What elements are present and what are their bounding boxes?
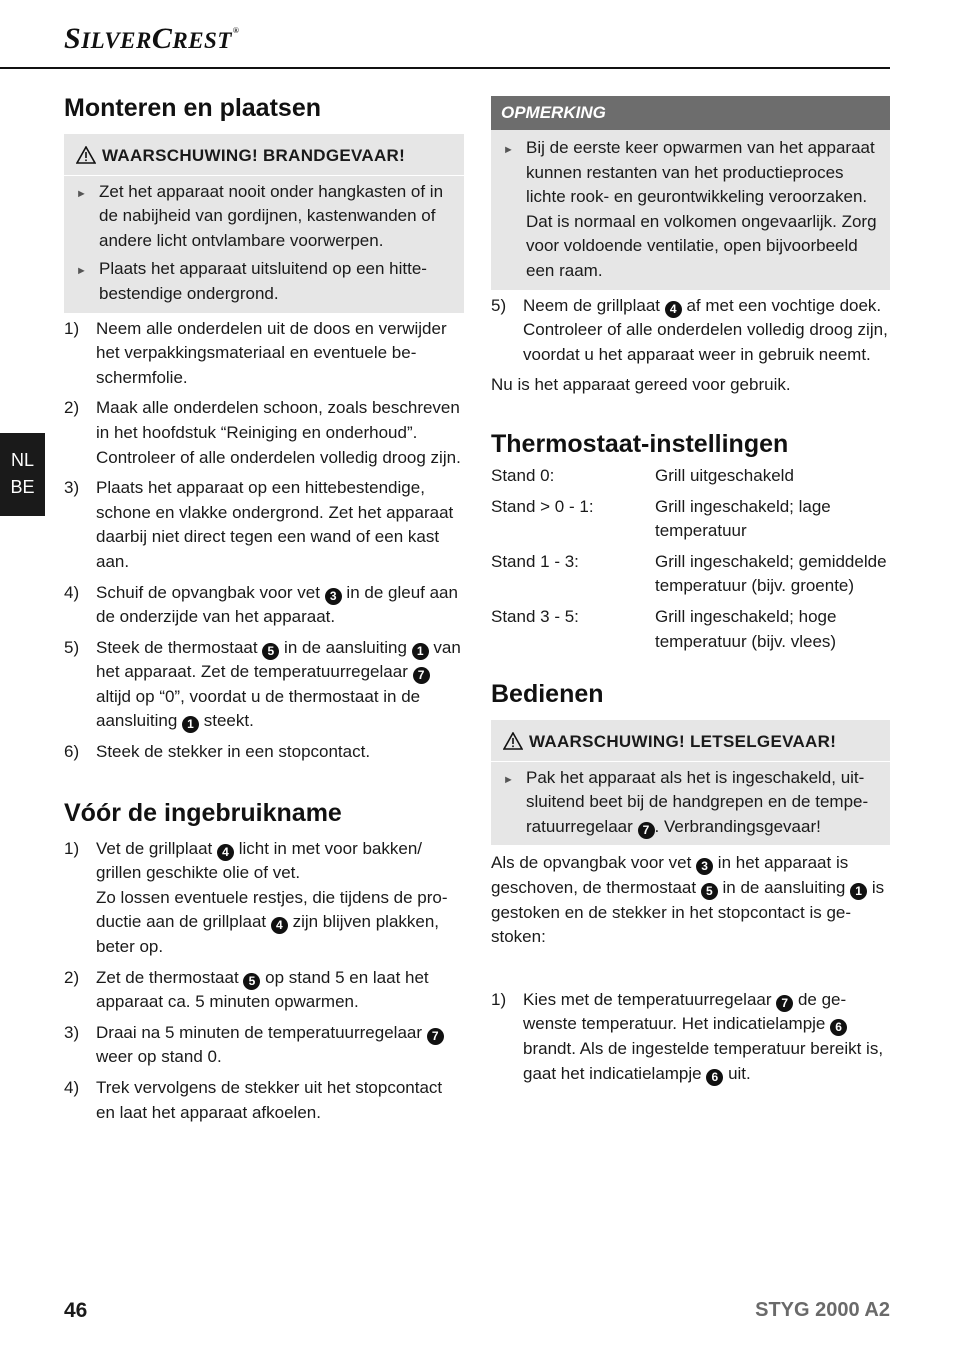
step-item xyxy=(64,1021,464,1070)
part-number-icon: 6 xyxy=(706,1069,723,1086)
model-number: STYG 2000 A2 xyxy=(755,1299,890,1321)
part-number-icon: 3 xyxy=(325,588,342,605)
step-item xyxy=(64,636,464,734)
cleaning-step xyxy=(491,294,890,368)
arrow-right-icon: ► xyxy=(503,773,514,786)
bullet-text: Zet het apparaat nooit onder hangkasten of in de nabijheid van gordijnen, kastenwanden of andere licht ontvlambare voorwerpen. xyxy=(99,181,444,250)
section-title-bedienen: Bedienen xyxy=(491,680,604,709)
part-number-icon: 7 xyxy=(427,1028,444,1045)
language-code-nl: NL xyxy=(10,450,34,470)
step-number: 4) xyxy=(64,1078,80,1097)
warning-triangle-icon xyxy=(503,732,523,750)
part-number-icon: 1 xyxy=(182,716,199,733)
part-number-icon: 7 xyxy=(413,667,430,684)
section-title-thermostaat: Thermostaat-instellingen xyxy=(491,429,789,458)
operation-intro: Als de opvangbak voor vet 3 in het apparaat is geschoven, de thermostaat 5 in de aansluiting 1 is gestoken en de stekker in het stopcontact is gestoken: xyxy=(491,853,885,947)
step-item xyxy=(491,988,890,1086)
bullet-text: Pak het apparaat als het is ingeschakeld, uitsluitend beet bij de handgrepen en de temperatuurregelaar 7 . Verbrandingsgevaar! xyxy=(526,767,869,837)
assembly-steps xyxy=(64,317,464,765)
step-number: 3) xyxy=(64,1022,80,1042)
header-rule xyxy=(0,67,890,69)
arrow-right-icon: ► xyxy=(76,187,87,200)
section-title-monteren: Monteren en plaatsen xyxy=(64,94,321,122)
step-item xyxy=(64,1076,464,1125)
part-number-icon: 4 xyxy=(217,844,234,861)
section-title-ingebruikname: Vóór de ingebruikname xyxy=(64,798,342,827)
thermostat-row xyxy=(491,495,890,544)
step-item xyxy=(491,294,890,368)
step-number: 2) xyxy=(64,398,80,418)
step-number: 1) xyxy=(491,989,507,1009)
left-column xyxy=(64,88,464,1131)
part-number-icon: 5 xyxy=(701,883,718,900)
warning-fire-bullet xyxy=(76,180,452,254)
warning-injury-box xyxy=(491,720,890,845)
part-number-icon: 4 xyxy=(665,301,682,318)
step-text: Zet de thermostaat 5 op stand 5 en laat het apparaat ca. 5 minuten opwarmen. xyxy=(96,967,429,1012)
note-bullet xyxy=(503,136,878,284)
step-number: 5) xyxy=(491,295,507,315)
step-item xyxy=(64,396,464,470)
language-code-be: BE xyxy=(10,477,35,497)
step-text: Steek de thermostaat 5 in de aansluiting 1 van het apparaat. Zet de temperatuurregelaar 7 altijd op “0”, voordat u de thermostaat in de aansluiting 1 steekt. xyxy=(96,637,461,732)
step-text: Kies met de temperatuurregelaar 7 de gewenste temperatuur. Het indicatielampje 6 brandt. Als de ingestelde temperatuur bereikt is, gaat het indicatielampje 6 uit. xyxy=(523,989,884,1084)
bullet-text: Plaats het apparaat uitsluitend op een hittebestendige ondergrond. xyxy=(99,259,427,303)
step-text: Plaats het apparaat op een hittebestendige, schone en vlakke ondergrond. Zet het apparaat daarbij niet direct tegen een wand of een kast aan. xyxy=(96,478,454,571)
step-number: 1) xyxy=(64,838,80,858)
thermostat-row xyxy=(491,550,890,599)
right-column xyxy=(491,96,890,1092)
step-number: 2) xyxy=(64,967,80,987)
part-number-icon: 1 xyxy=(850,883,867,900)
warning-injury-title: WAARSCHUWING! LETSELGEVAAR! xyxy=(529,732,837,752)
step-number: 1) xyxy=(64,318,80,338)
step-number: 3) xyxy=(64,478,80,498)
thermostat-description: Grill ingeschakeld; gemiddelde temperatuur (bijv. groente) xyxy=(655,551,887,596)
thermostat-description: Grill ingeschakeld; lage temperatuur xyxy=(655,496,831,541)
step-item xyxy=(64,317,464,391)
language-tab xyxy=(0,433,45,516)
step-number: 6) xyxy=(64,742,80,762)
step-item xyxy=(64,740,464,765)
thermostat-table xyxy=(491,464,890,654)
step-text: Neem de grillplaat 4 af met een vochtige doek. Controleer of alle onderdelen volledig droog zijn, voordat u het apparaat weer in gebruik neemt. xyxy=(523,295,888,364)
operation-steps xyxy=(491,988,890,1086)
thermostat-level: Stand 3 - 5: xyxy=(491,606,579,626)
warning-fire-title: WAARSCHUWING! BRANDGEVAAR! xyxy=(102,146,406,165)
step-number: 5) xyxy=(64,637,80,657)
thermostat-level: Stand > 0 - 1: xyxy=(491,496,594,516)
warning-fire-bullet xyxy=(76,257,452,306)
arrow-right-icon: ► xyxy=(76,265,87,278)
step-text: Neem alle onderdelen uit de doos en verwijder het verpakkingsmateriaal en eventuele beschermfolie. xyxy=(96,318,447,387)
thermostat-description: Grill ingeschakeld; hoge temperatuur (bijv. vlees) xyxy=(655,606,837,651)
bullet-text: Bij de eerste keer opwarmen van het apparaat kunnen restanten van het productieproces lichte rook- en geurontwikkeling veroorzaken. Dat is normaal en volkomen ongevaarlijk. Zorg voor voldoende ventilatie, open bijvoorbeeld een raam. xyxy=(526,138,877,280)
step-item xyxy=(64,581,464,630)
step-text: Trek vervolgens de stekker uit het stopcontact en laat het apparaat afkoelen. xyxy=(96,1078,443,1122)
step-item xyxy=(64,837,464,960)
part-number-icon: 7 xyxy=(776,995,793,1012)
warning-triangle-icon xyxy=(76,146,96,164)
first-use-steps xyxy=(64,837,464,1126)
step-text: Maak alle onderdelen schoon, zoals beschreven in het hoofdstuk “Reiniging en onderhoud”. Controleer of alle onderdelen volledig droog zijn. xyxy=(96,398,461,467)
note-body xyxy=(491,130,890,290)
thermostat-level: Stand 1 - 3: xyxy=(491,551,579,571)
note-header: OPMERKING xyxy=(491,96,890,130)
thermostat-description: Grill uitgeschakeld xyxy=(655,465,794,485)
step-number: 4) xyxy=(64,582,80,602)
part-number-icon: 3 xyxy=(696,858,713,875)
thermostat-row xyxy=(491,464,890,489)
step-text: Draai na 5 minuten de temperatuurregelaar 7 weer op stand 0. xyxy=(96,1021,464,1070)
part-number-icon: 4 xyxy=(271,917,288,934)
step-text: Steek de stekker in een stopcontact. xyxy=(96,742,371,762)
part-number-icon: 7 xyxy=(638,822,655,839)
thermostat-row xyxy=(491,605,890,654)
part-number-icon: 6 xyxy=(830,1019,847,1036)
step-item xyxy=(64,476,464,574)
warning-fire-box xyxy=(64,134,464,313)
part-number-icon: 5 xyxy=(262,643,279,660)
warning-injury-header xyxy=(491,720,890,762)
warning-fire-header xyxy=(64,134,464,176)
step-text: Schuif de opvangbak voor vet 3 in de gleuf aan de onderzijde van het apparaat. xyxy=(96,582,458,627)
step-text: Vet de grillplaat 4 licht in met voor bakken/ grillen geschikte olie of vet. Zo lossen eventuele restjes, die tijdens de productie aan de grillplaat 4 zijn blijven plakken, beter op. xyxy=(96,838,448,957)
brand-logo: SILVERCREST® xyxy=(64,22,240,55)
thermostat-level: Stand 0: xyxy=(491,465,555,485)
part-number-icon: 5 xyxy=(243,973,260,990)
page-number: 46 xyxy=(64,1299,88,1322)
part-number-icon: 1 xyxy=(412,643,429,660)
ready-text: Nu is het apparaat gereed voor gebruik. xyxy=(491,375,791,395)
note-box xyxy=(491,96,890,290)
warning-injury-bullet xyxy=(503,766,878,840)
arrow-right-icon: ► xyxy=(503,144,514,156)
step-item xyxy=(64,966,464,1015)
